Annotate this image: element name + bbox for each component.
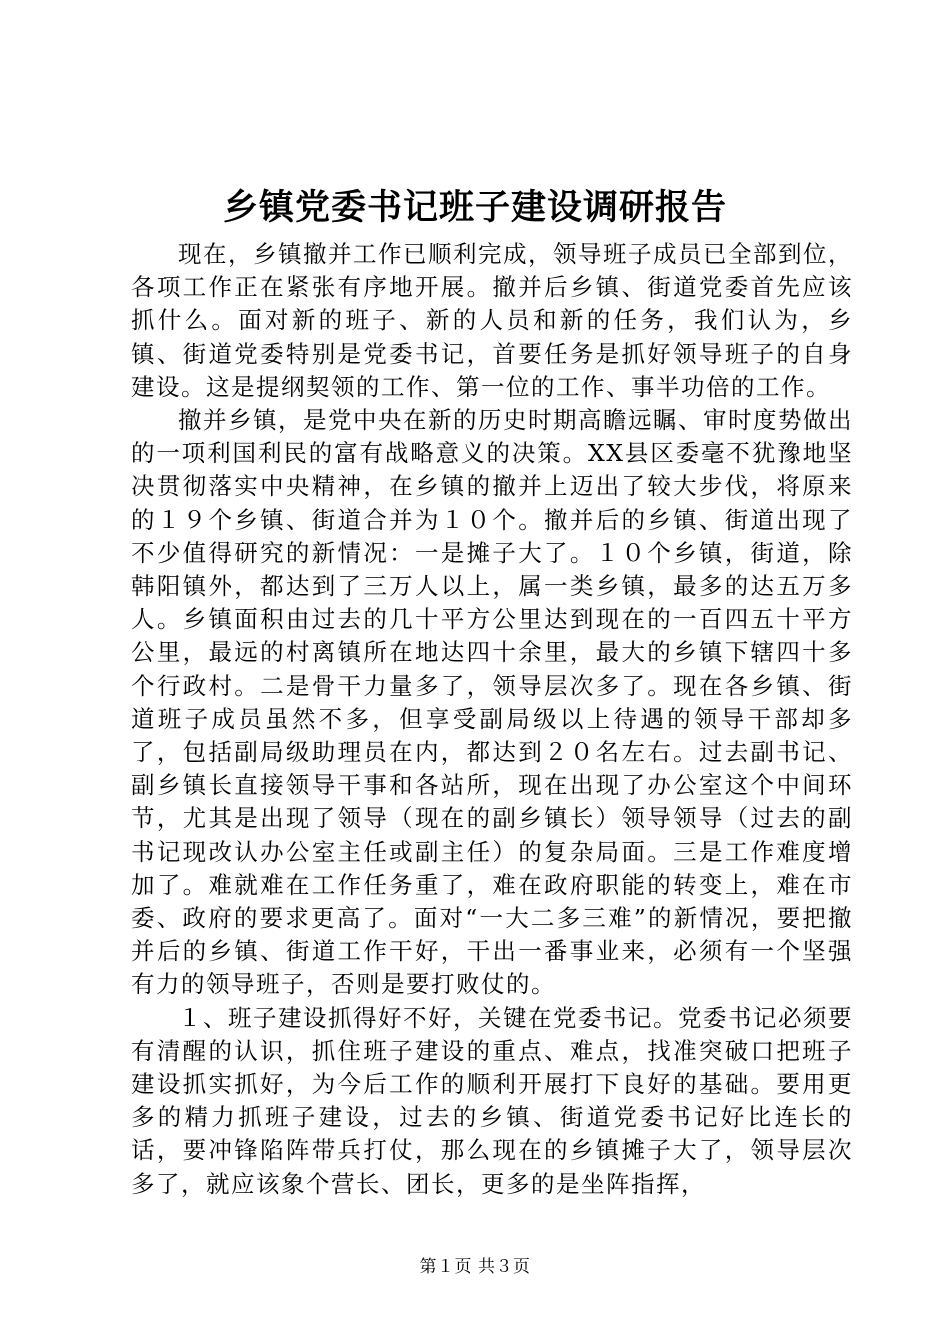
document-body — [131, 238, 853, 1201]
paragraph-intro: 现在，乡镇撤并工作已顺利完成，领导班子成员已全部到位，各项工作正在紧张有序地开展。撤并后乡镇、街道党委首先应该抓什么。面对新的班子、新的人员和新的任务，我们认为，乡镇、街道党委特别是党委书记，首要任务是抓好领导班子的自身建设。这是提纲契领的工作、第一位的工作、事半功倍的工作。 — [131, 240, 853, 401]
page-footer: 第１页 共３页 — [419, 1257, 531, 1277]
paragraph-point-1: １、班子建设抓得好不好，关键在党委书记。党委书记必须要有清醒的认识，抓住班子建设的重点、难点，找准突破口把班子建设抓实抓好，为今后工作的顺利开展打下良好的基础。要用更多的精力抓班子建设，过去的乡镇、街道党委书记好比连长的话，要冲锋陷阵带兵打仗，那么现在的乡镇摊子大了，领导层次多了，就应该象个营长、团长，更多的是坐阵指挥， — [131, 1003, 853, 1198]
document-title: 乡镇党委书记班子建设调研报告 — [222, 187, 727, 228]
paragraph-background: 撤并乡镇，是党中央在新的历史时期高瞻远瞩、审时度势做出的一项利国利民的富有战略意义的决策。XX县区委毫不犹豫地坚决贯彻落实中央精神，在乡镇的撤并上迈出了较大步伐，将原来的１９个乡镇、街道合并为１０个。撤并后的乡镇、街道出现了不少值得研究的新情况：一是摊子大了。１０个乡镇，街道，除韩阳镇外，都达到了三万人以上，属一类乡镇，最多的达五万多人。乡镇面积由过去的几十平方公里达到现在的一百四五十平方公里，最远的村离镇所在地达四十余里，最大的乡镇下辖四十多个行政村。二是骨干力量多了，领导层次多了。现在各乡镇、街道班子成员虽然不多，但享受副局级以上待遇的领导干部却多了，包括副局级助理员在内，都达到２０名左右。过去副书记、副乡镇长直接领导干事和各站所，现在出现了办公室这个中间环节，尤其是出现了领导（现在的副乡镇长）领导领导（过去的副书记现改认办公室主任或副主任）的复杂局面。三是工作难度增加了。难就难在工作任务重了，难在政府职能的转变上，难在市委、政府的要求更高了。面对“一大二多三难”的新情况，要把撤并后的乡镇、街道工作干好，干出一番事业来，必须有一个坚强有力的领导班子，否则是要打败仗的。 — [131, 406, 853, 999]
